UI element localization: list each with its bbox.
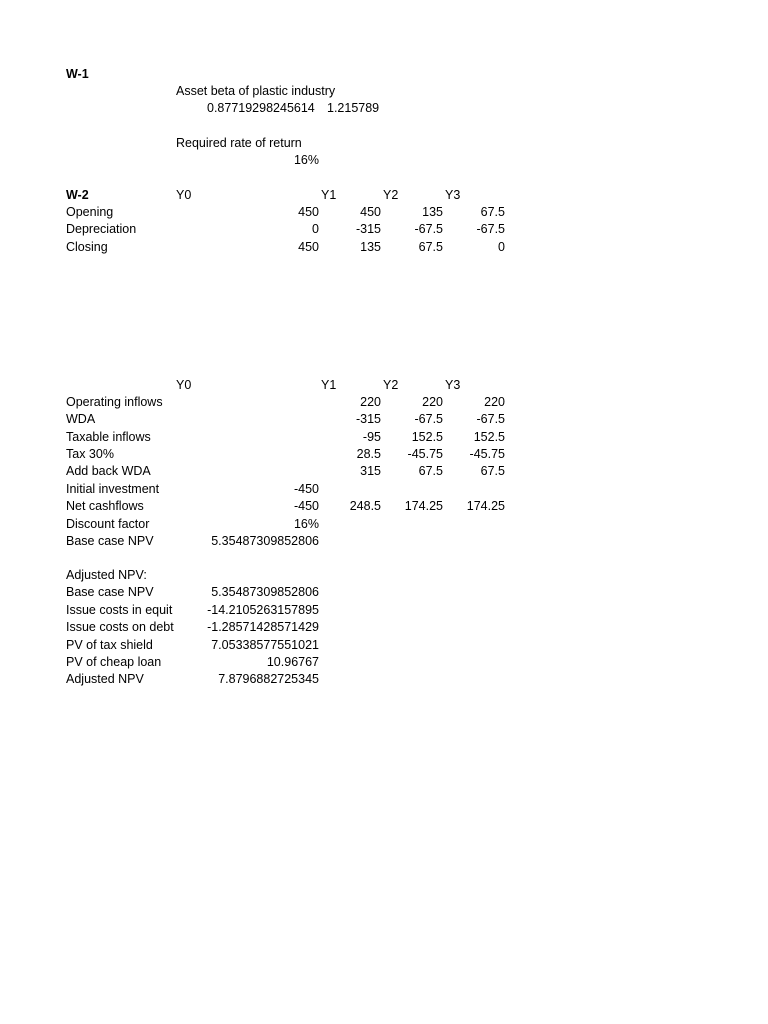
w2-cell: 450 bbox=[360, 205, 381, 219]
w2-cell: 135 bbox=[422, 205, 443, 219]
npv-cell: 16% bbox=[293, 517, 319, 531]
npv-cell: 220 bbox=[484, 395, 505, 409]
asset-beta-title: Asset beta of plastic industry bbox=[176, 84, 336, 98]
w2-row-label: Depreciation bbox=[66, 222, 137, 236]
asset-beta-value: 0.87719298245614 bbox=[207, 101, 315, 115]
w2-cell: 67.5 bbox=[418, 240, 443, 254]
apv-row-value: 5.35487309852806 bbox=[211, 585, 319, 599]
npv-cell: -67.5 bbox=[476, 412, 505, 426]
npv-cell: -315 bbox=[355, 412, 381, 426]
npv-row-label: Add back WDA bbox=[66, 464, 151, 478]
apv-row-value: 10.96767 bbox=[266, 655, 319, 669]
npv-cell: -45.75 bbox=[407, 447, 443, 461]
npv-row-label: Discount factor bbox=[66, 517, 150, 531]
w2-row-label: Opening bbox=[66, 205, 114, 219]
npv-row-label: Base case NPV bbox=[66, 534, 154, 548]
w2-row-label: Closing bbox=[66, 240, 108, 254]
apv-row-label: Issue costs in equit bbox=[66, 603, 173, 617]
w2-header-y0: Y0 bbox=[176, 188, 192, 202]
npv-cell: 220 bbox=[422, 395, 443, 409]
w2-cell: 450 bbox=[298, 240, 319, 254]
w2-cell: 0 bbox=[312, 222, 319, 236]
npv-header-y3: Y3 bbox=[445, 378, 461, 392]
npv-header-y2: Y2 bbox=[383, 378, 399, 392]
npv-row-label: WDA bbox=[66, 412, 96, 426]
w2-cell: 135 bbox=[360, 240, 381, 254]
required-return-title: Required rate of return bbox=[176, 136, 302, 150]
w2-cell: -67.5 bbox=[414, 222, 443, 236]
npv-row-label: Net cashflows bbox=[66, 499, 144, 513]
npv-cell: 315 bbox=[360, 464, 381, 478]
npv-cell: 152.5 bbox=[473, 430, 505, 444]
npv-header-y1: Y1 bbox=[321, 378, 337, 392]
apv-row-label: Adjusted NPV bbox=[66, 672, 144, 686]
npv-cell: -67.5 bbox=[414, 412, 443, 426]
asset-beta-value-2: 1.215789 bbox=[327, 101, 380, 115]
apv-row-label: Issue costs on debt bbox=[66, 620, 174, 634]
apv-row-label: Base case NPV bbox=[66, 585, 154, 599]
npv-cell: 174.25 bbox=[466, 499, 505, 513]
npv-cell: 248.5 bbox=[349, 499, 381, 513]
npv-row-label: Tax 30% bbox=[66, 447, 114, 461]
npv-cell: 28.5 bbox=[356, 447, 381, 461]
w2-label: W-2 bbox=[66, 188, 89, 202]
w2-cell: 67.5 bbox=[480, 205, 505, 219]
npv-cell: -450 bbox=[293, 499, 319, 513]
npv-row-label: Initial investment bbox=[66, 482, 160, 496]
npv-row-label: Taxable inflows bbox=[66, 430, 151, 444]
npv-cell: -95 bbox=[362, 430, 381, 444]
apv-row-label: PV of tax shield bbox=[66, 638, 153, 652]
w2-header-y2: Y2 bbox=[383, 188, 399, 202]
npv-cell: 5.35487309852806 bbox=[211, 534, 319, 548]
w2-cell: -315 bbox=[355, 222, 381, 236]
apv-row-value: 7.05338577551021 bbox=[211, 638, 319, 652]
apv-row-value: -14.2105263157895 bbox=[207, 603, 319, 617]
w2-cell: -67.5 bbox=[476, 222, 505, 236]
w1-label: W-1 bbox=[66, 67, 89, 81]
apv-row-value: -1.28571428571429 bbox=[207, 620, 319, 634]
w2-header-y3: Y3 bbox=[445, 188, 461, 202]
npv-row-label: Operating inflows bbox=[66, 395, 163, 409]
npv-cell: -45.75 bbox=[469, 447, 505, 461]
w2-header-y1: Y1 bbox=[321, 188, 337, 202]
w2-cell: 450 bbox=[298, 205, 319, 219]
npv-cell: 152.5 bbox=[411, 430, 443, 444]
apv-row-label: PV of cheap loan bbox=[66, 655, 162, 669]
npv-cell: -450 bbox=[293, 482, 319, 496]
npv-header-y0: Y0 bbox=[176, 378, 192, 392]
npv-cell: 174.25 bbox=[404, 499, 443, 513]
npv-cell: 220 bbox=[360, 395, 381, 409]
npv-cell: 67.5 bbox=[418, 464, 443, 478]
npv-cell: 67.5 bbox=[480, 464, 505, 478]
apv-title: Adjusted NPV: bbox=[66, 568, 147, 582]
w2-cell: 0 bbox=[498, 240, 505, 254]
apv-row-value: 7.8796882725345 bbox=[218, 672, 319, 686]
required-return-value: 16% bbox=[293, 153, 319, 167]
